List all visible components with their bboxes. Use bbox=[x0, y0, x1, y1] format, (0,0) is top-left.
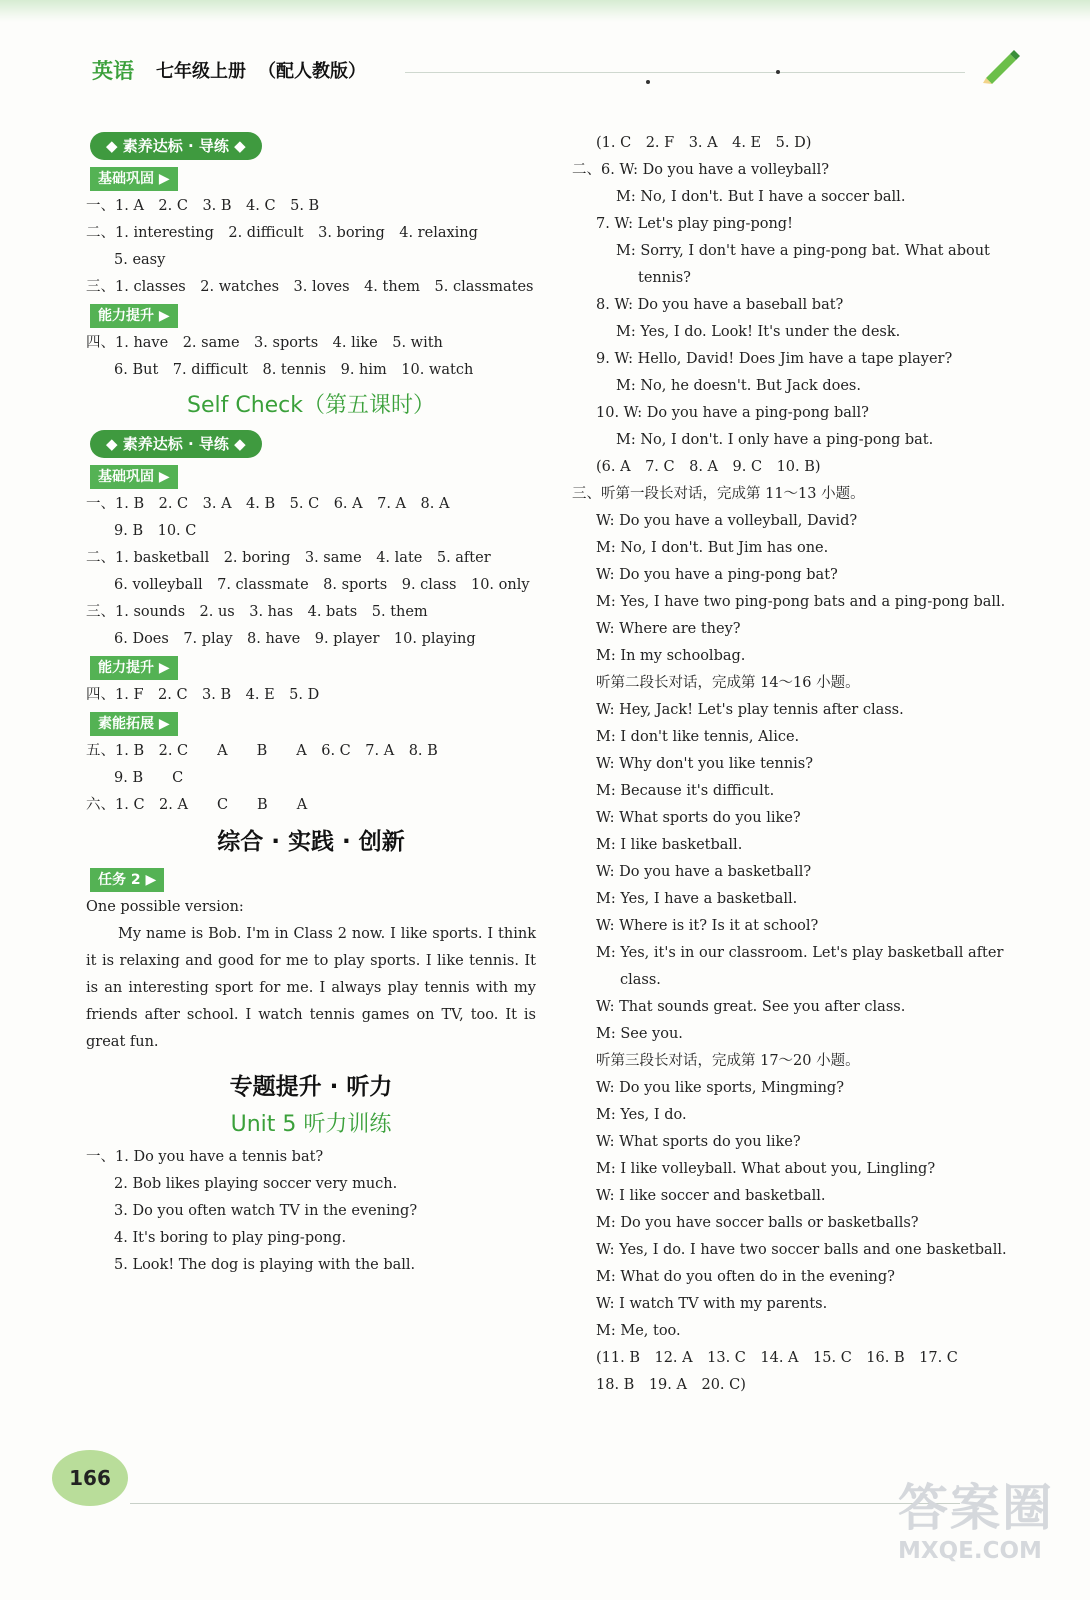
dialogue-line: 9. W: Hello, David! Does Jim have a tape player? bbox=[596, 351, 953, 367]
topic-title: 专题提升 · 听力 bbox=[229, 1074, 393, 1100]
listening-line: 2. Bob likes playing soccer very much. bbox=[114, 1176, 398, 1192]
dialogue-line: M: Yes, it's in our classroom. Let's play basketball after bbox=[596, 945, 1004, 961]
dialogue-line: M: I like basketball. bbox=[596, 837, 743, 853]
comprehensive-title: 综合 · 实践 · 创新 bbox=[217, 829, 405, 855]
dialogue-line: W: Where are they? bbox=[596, 621, 741, 637]
answer-line: 五、1. B 2. C A B A 6. C 7. A 8. B bbox=[86, 743, 438, 759]
dialogue-line: M: Yes, I do. Look! It's under the desk. bbox=[616, 324, 901, 340]
answer-line: 9. B 10. C bbox=[114, 523, 197, 539]
grade-label: 七年级上册 bbox=[156, 61, 246, 82]
answer-line: 5. easy bbox=[114, 252, 166, 268]
dialogue-line: M: Yes, I have two ping-pong bats and a ping-pong ball. bbox=[596, 594, 1006, 610]
page-number: 166 bbox=[52, 1450, 128, 1506]
dialogue-line: W: I like soccer and basketball. bbox=[596, 1188, 826, 1204]
answer-line: 六、1. C 2. A C B A bbox=[86, 797, 308, 813]
dialogue-line: 二、6. W: Do you have a volleyball? bbox=[572, 162, 829, 178]
tag-task-2: 任务 2 ▶ bbox=[90, 868, 164, 892]
answer-line: 6. volleyball 7. classmate 8. sports 9. class 10. only bbox=[114, 577, 530, 593]
pencil-icon bbox=[980, 48, 1020, 84]
dialogue-line: M: Yes, I have a basketball. bbox=[596, 891, 798, 907]
band-suyang-2: ◆ 素养达标 · 导练 ◆ bbox=[90, 430, 262, 458]
dialogue-line: (11. B 12. A 13. C 14. A 15. C 16. B 17. C bbox=[596, 1350, 958, 1366]
dialogue-line: W: Yes, I do. I have two soccer balls and one basketball. bbox=[596, 1242, 1007, 1258]
unit-title: Unit 5 听力训练 bbox=[230, 1112, 392, 1137]
dialogue-line: M: No, I don't. But Jim has one. bbox=[596, 540, 829, 556]
answer-line: 一、1. B 2. C 3. A 4. B 5. C 6. A 7. A 8. A bbox=[86, 496, 450, 512]
dialogue-line: tennis? bbox=[638, 270, 691, 286]
dialogue-line: W: Where is it? Is it at school? bbox=[596, 918, 819, 934]
self-check-title: Self Check（第五课时） bbox=[186, 393, 436, 418]
dialogue-line: W: Do you have a basketball? bbox=[596, 864, 812, 880]
tag-basic-2: 基础巩固 ▶ bbox=[90, 465, 178, 489]
watermark-logo bbox=[898, 1480, 1058, 1585]
answer-line: 一、1. A 2. C 3. B 4. C 5. B bbox=[86, 198, 320, 214]
dialogue-line: class. bbox=[620, 972, 661, 988]
answer-line: 6. Does 7. play 8. have 9. player 10. playing bbox=[114, 631, 476, 647]
header-dot bbox=[646, 80, 650, 84]
header-dot bbox=[776, 70, 780, 74]
subject-label: 英语 bbox=[92, 59, 134, 83]
answer-line: 三、1. sounds 2. us 3. has 4. bats 5. them bbox=[86, 604, 428, 620]
dialogue-line: 听第二段长对话，完成第 14～16 小题。 bbox=[596, 675, 860, 691]
listening-line: 一、1. Do you have a tennis bat? bbox=[86, 1149, 324, 1165]
dialogue-line: M: I like volleyball. What about you, Lingling? bbox=[596, 1161, 936, 1177]
dialogue-line: W: That sounds great. See you after class. bbox=[596, 999, 906, 1015]
dialogue-line: M: What do you often do in the evening? bbox=[596, 1269, 895, 1285]
dialogue-line: 三、听第一段长对话，完成第 11～13 小题。 bbox=[572, 486, 865, 502]
dialogue-line: 7. W: Let's play ping-pong! bbox=[596, 216, 793, 232]
footer-rule bbox=[130, 1503, 960, 1504]
answer-line: 6. But 7. difficult 8. tennis 9. him 10. watch bbox=[114, 362, 474, 378]
dialogue-line: M: See you. bbox=[596, 1026, 683, 1042]
answer-line: 9. B C bbox=[114, 770, 184, 786]
dialogue-line: M: No, he doesn't. But Jack does. bbox=[616, 378, 861, 394]
tag-ability-1: 能力提升 ▶ bbox=[90, 304, 178, 328]
possible-version-label: One possible version: bbox=[86, 899, 244, 915]
dialogue-line: (6. A 7. C 8. A 9. C 10. B) bbox=[596, 459, 821, 475]
dialogue-line: 8. W: Do you have a baseball bat? bbox=[596, 297, 844, 313]
dialogue-line: M: No, I don't. I only have a ping-pong bat. bbox=[616, 432, 934, 448]
tag-ability-2: 能力提升 ▶ bbox=[90, 656, 178, 680]
dialogue-line: (1. C 2. F 3. A 4. E 5. D) bbox=[596, 135, 812, 151]
band-suyang-1: ◆ 素养达标 · 导练 ◆ bbox=[90, 132, 262, 160]
dialogue-line: M: Because it's difficult. bbox=[596, 783, 775, 799]
sample-essay: My name is Bob. I'm in Class 2 now. I like sports. I think it is relaxing and good for me to play sports. I like tennis. It is an interesting sport for me. I always play tennis with my friends after school. I watch tennis games on TV, too. It is great fun. bbox=[86, 926, 536, 1050]
top-band bbox=[0, 0, 1090, 22]
listening-line: 5. Look! The dog is playing with the ball. bbox=[114, 1257, 416, 1273]
dialogue-line: W: Do you have a ping-pong bat? bbox=[596, 567, 838, 583]
dialogue-line: 18. B 19. A 20. C) bbox=[596, 1377, 746, 1393]
answer-line: 四、1. F 2. C 3. B 4. E 5. D bbox=[86, 687, 320, 703]
dialogue-line: W: I watch TV with my parents. bbox=[596, 1296, 828, 1312]
listening-line: 3. Do you often watch TV in the evening? bbox=[114, 1203, 418, 1219]
dialogue-line: W: Do you like sports, Mingming? bbox=[596, 1080, 844, 1096]
header-rule bbox=[405, 72, 965, 73]
watermark-small: MXQE.COM bbox=[898, 1538, 1042, 1564]
dialogue-line: M: Do you have soccer balls or basketballs? bbox=[596, 1215, 919, 1231]
tag-basic-1: 基础巩固 ▶ bbox=[90, 167, 178, 191]
watermark-big: 答案圈 bbox=[898, 1479, 1054, 1537]
dialogue-line: M: Yes, I do. bbox=[596, 1107, 687, 1123]
dialogue-line: W: Hey, Jack! Let's play tennis after class. bbox=[596, 702, 904, 718]
dialogue-line: W: Why don't you like tennis? bbox=[596, 756, 814, 772]
dialogue-line: M: Me, too. bbox=[596, 1323, 681, 1339]
dialogue-line: M: I don't like tennis, Alice. bbox=[596, 729, 800, 745]
right-column bbox=[572, 130, 1032, 1399]
listening-line: 4. It's boring to play ping-pong. bbox=[114, 1230, 347, 1246]
left-column bbox=[86, 130, 536, 1279]
dialogue-line: W: What sports do you like? bbox=[596, 1134, 801, 1150]
dialogue-line: W: Do you have a volleyball, David? bbox=[596, 513, 858, 529]
answer-line: 三、1. classes 2. watches 3. loves 4. them 5. classmates bbox=[86, 279, 534, 295]
dialogue-line: 听第三段长对话，完成第 17～20 小题。 bbox=[596, 1053, 860, 1069]
edition-label: （配人教版） bbox=[258, 61, 366, 82]
dialogue-line: W: What sports do you like? bbox=[596, 810, 801, 826]
dialogue-line: M: No, I don't. But I have a soccer ball. bbox=[616, 189, 906, 205]
answer-line: 四、1. have 2. same 3. sports 4. like 5. with bbox=[86, 335, 443, 351]
dialogue-line: M: In my schoolbag. bbox=[596, 648, 746, 664]
tag-expand: 素能拓展 ▶ bbox=[90, 712, 178, 736]
answer-line: 二、1. interesting 2. difficult 3. boring 4. relaxing bbox=[86, 225, 478, 241]
answer-line: 二、1. basketball 2. boring 3. same 4. late 5. after bbox=[86, 550, 491, 566]
running-header bbox=[92, 52, 366, 88]
dialogue-line: 10. W: Do you have a ping-pong ball? bbox=[596, 405, 869, 421]
dialogue-line: M: Sorry, I don't have a ping-pong bat. What about bbox=[616, 243, 990, 259]
